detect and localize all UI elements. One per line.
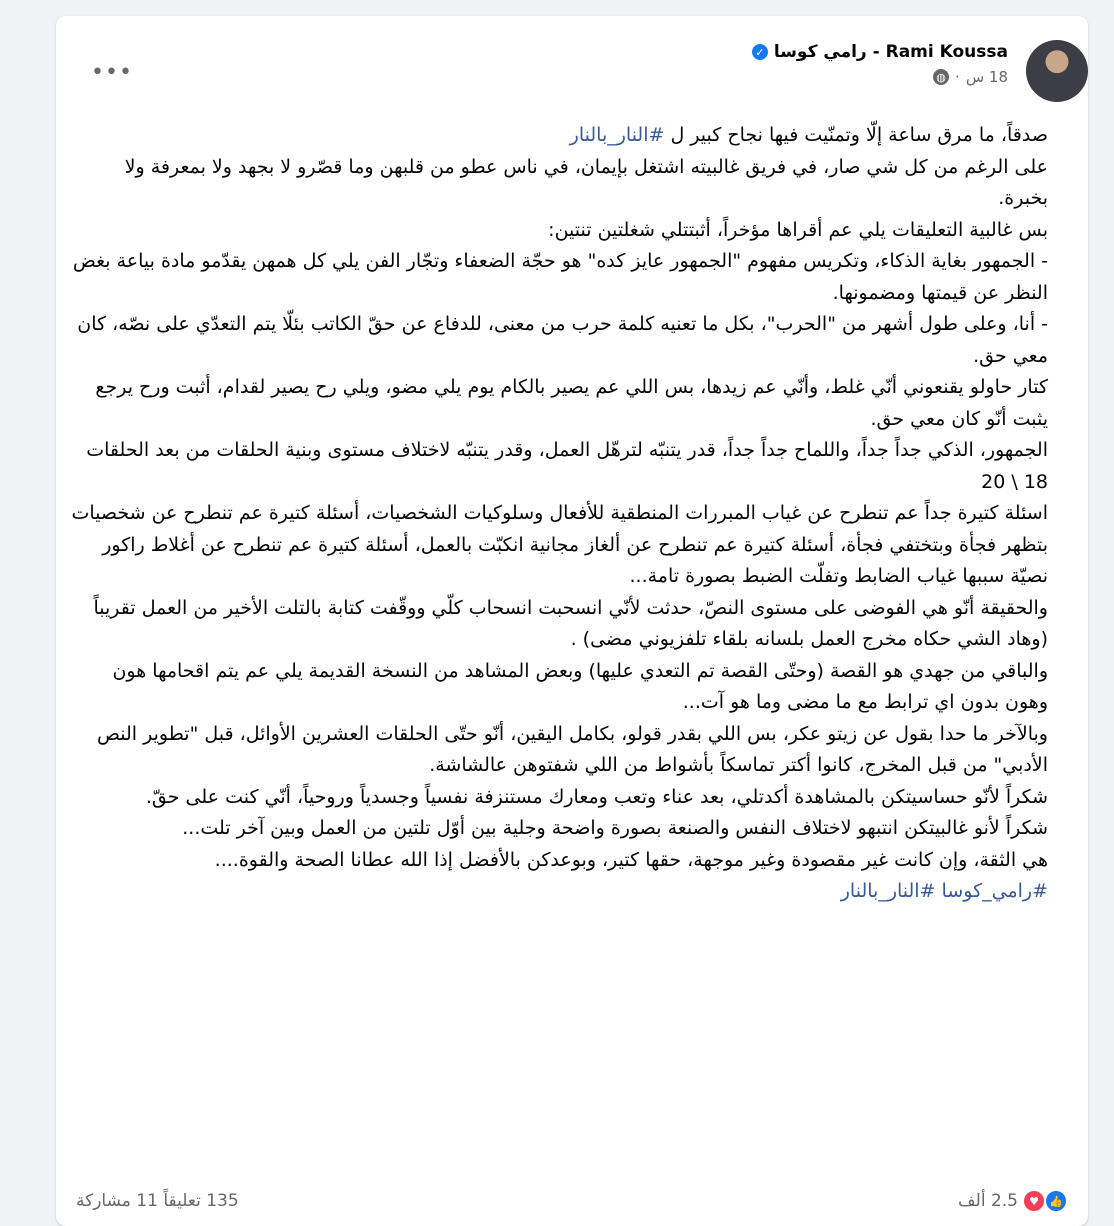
post-time[interactable]: 18 س bbox=[965, 68, 1008, 86]
post-paragraph: والباقي من جهدي هو القصة (وحتّى القصة تم التعدي عليها) وبعض المشاهد من النسخة القديمة يلي عم يتم اقحامها هون وهون بدون اي ترابط مع ما مضى وما هو آت... bbox=[112, 659, 1048, 713]
post-text bbox=[70, 120, 1048, 908]
hashtag-links[interactable]: #رامي_كوسا #النار_بالنار bbox=[840, 880, 1048, 902]
reactions-count[interactable]: 2.5 ألف bbox=[958, 1191, 1018, 1211]
post-paragraph: كتار حاولو يقنعوني أنّي غلط، وأنّي عم زيدها، بس اللي عم يصير بالكام يوم يلي مضو، ويلي رح يصير لقدام، أثبت ورح يرجع يثبت أنّو كان معي حق. bbox=[95, 376, 1048, 430]
more-options-button[interactable]: ••• bbox=[91, 59, 133, 85]
post-paragraph: - أنا، وعلى طول أشهر من "الحرب"، بكل ما تعنيه كلمة حرب من معنى، للدفاع عن حقّ الكاتب بئلّا يتم التعدّي على نصّه، كان معي حق. bbox=[77, 313, 1048, 367]
post-paragraph: - الجمهور بغاية الذكاء، وتكريس مفهوم "الجمهور عايز كده" هو حجّة الضعفاء وتجّار الفن يلي كل همهن يقدّمو مادة بياعة بغض النظر عن قيمتها ومضمونها. bbox=[72, 250, 1048, 304]
post-paragraph: اسئلة كتيرة جداً عم تنطرح عن غياب المبررات المنطقية للأفعال وسلوكيات الشخصيات، أسئلة كتيرة عم تنطرح عن شخصيات بتظهر فجأة وبتختفي فجأة، أسئلة كتيرة عم تنطرح عن ألغاز مجانية انكبّت بالعمل، أسئلة كتيرة عم تنطرح عن أغلاط راكور نصيّة سببها غياب الضابط وتفلّت الضبط بصورة تامة... bbox=[71, 502, 1048, 587]
hashtags-line bbox=[70, 876, 1048, 908]
like-reaction-icon: 👍 bbox=[1044, 1189, 1068, 1213]
post-card bbox=[56, 16, 1088, 1226]
author-avatar[interactable] bbox=[1026, 40, 1088, 102]
post-paragraph: شكراً لأنّو حساسيتكن بالمشاهدة أكدتلي، بعد عناء وتعب ومعارك مستنزفة نفسياً وجسدياً وروحياً، أنّي كنت على حقّ. bbox=[145, 785, 1048, 808]
post-paragraph: شكراً لأنو غالبيتكن انتبهو لاختلاف النفس والصنعة بصورة واضحة وجلية بين أوّل تلتين من العمل وبين آخر تلت... bbox=[182, 817, 1048, 839]
dot-separator: · bbox=[955, 68, 960, 86]
post-paragraph: بس غالبية التعليقات يلي عم أقراها مؤخراً، أثبتتلي شغلتين تنتين: bbox=[548, 218, 1048, 241]
post-paragraph: والحقيقة أنّو هي الفوضى على مستوى النصّ، حدثت لأنّي انسحبت انسحاب كلّي ووقّفت كتابة بالتلت الأخير من العمل تقريباً (وهاد الشي حكاه مخرج العمل بلسانه بلقاء تلفزيوني مضى) . bbox=[93, 596, 1048, 650]
reactions-bar bbox=[76, 1186, 1068, 1216]
post-paragraph: هي الثقة، وإن كانت غير مقصودة وغير موجهة، حقها كتير، وبوعدكن بالأفضل إذا الله عطانا الصحة والقوة.... bbox=[214, 848, 1048, 871]
post-paragraph: الجمهور، الذكي جداً جداً، واللماح جداً جداً، قدر يتنبّه لترهّل العمل، وقدر يتنبّه لاختلاف مستوى وبنية الحلقات من بعد الحلقات 18 \ 20 bbox=[86, 439, 1048, 493]
post-paragraph: صدقاً، ما مرق ساعة إلّا وتمنّيت فيها نجاح كبير ل #النار_بالنار bbox=[569, 124, 1048, 146]
author-name[interactable]: Rami Koussa - رامي كوسا bbox=[773, 42, 1008, 62]
post-paragraph: وبالآخر ما حدا بقول عن زيتو عكر، بس اللي بقدر قولو، بكامل اليقين، أنّو حتّى الحلقات العشرين الأوائل، قبل "تطوير النص الأدبي" من قبل المخرج، كانوا أكتر تماسكاً بأشواط من اللي شفتوهن عالشاشة. bbox=[96, 722, 1048, 776]
globe-icon: ◍ bbox=[933, 69, 949, 85]
inline-hashtag-link[interactable]: #النار_بالنار bbox=[569, 124, 665, 146]
reactions-summary[interactable] bbox=[958, 1189, 1068, 1213]
post-paragraph: على الرغم من كل شي صار، في فريق غالبيته اشتغل بإيمان، في ناس عطو من قلبهن وما قصّرو لا بجهد ولا بمعرفة ولا بخبرة. bbox=[124, 155, 1048, 209]
comments-shares-count[interactable]: 135 تعليقاً 11 مشاركة bbox=[76, 1191, 239, 1211]
post-header bbox=[752, 42, 1008, 86]
love-reaction-icon: ♥ bbox=[1022, 1189, 1046, 1213]
verified-badge-icon: ✓ bbox=[752, 44, 768, 60]
